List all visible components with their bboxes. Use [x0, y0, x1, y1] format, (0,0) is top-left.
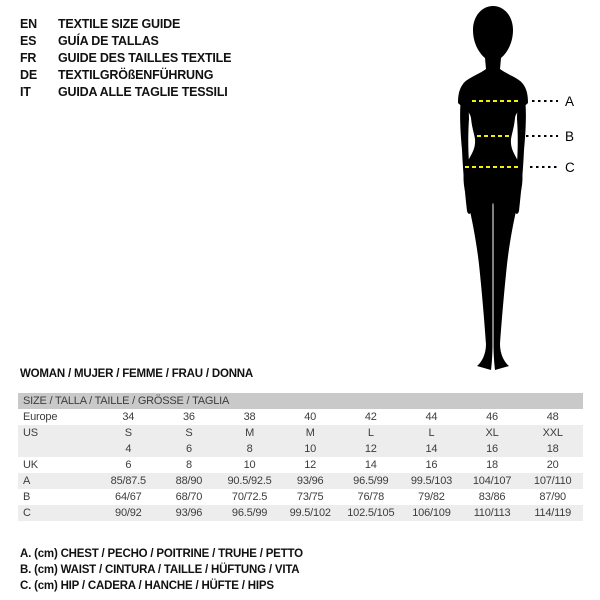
size-cell: 87/90 — [539, 491, 566, 503]
legend-chest: A. (cm) CHEST / PECHO / POITRINE / TRUHE / PETTO — [20, 548, 303, 560]
size-cell: M — [280, 425, 341, 441]
size-cell: 44 — [425, 411, 438, 423]
size-cell: S — [98, 425, 159, 441]
row-label: C — [18, 505, 98, 521]
language-code: ES — [20, 33, 37, 48]
size-cell: 8 — [185, 459, 192, 471]
size-cell: L — [341, 425, 402, 441]
size-cell: 48 — [546, 411, 559, 423]
size-cell: XXL — [522, 425, 583, 441]
size-cell: 99.5/102 — [280, 505, 341, 521]
table-row-chest — [18, 473, 583, 489]
size-cell: 6 — [159, 441, 220, 457]
size-cell: 14 — [401, 441, 462, 457]
size-table — [18, 409, 583, 521]
language-label: GUIDA ALLE TAGLIE TESSILI — [58, 85, 228, 100]
marker-label-c: C — [565, 160, 575, 175]
size-cell: 96.5/99 — [219, 505, 280, 521]
language-row-en — [20, 15, 231, 32]
size-cell: 107/110 — [522, 473, 583, 489]
size-cell: 68/70 — [175, 491, 203, 503]
woman-silhouette-icon — [425, 0, 600, 372]
table-row-us — [18, 425, 583, 441]
language-label: TEXTILE SIZE GUIDE — [58, 16, 181, 31]
language-row-fr — [20, 49, 231, 66]
size-cell: 96.5/99 — [341, 473, 402, 489]
size-cell: 40 — [304, 411, 317, 423]
size-cell: 93/96 — [280, 473, 341, 489]
language-row-it — [20, 84, 231, 101]
row-label: Europe — [23, 411, 58, 423]
size-cell: 38 — [243, 411, 256, 423]
size-cell: 14 — [364, 459, 377, 471]
size-cell: 90.5/92.5 — [219, 473, 280, 489]
size-cell: 110/113 — [462, 505, 523, 521]
size-cell: 18 — [486, 459, 498, 471]
row-label: B — [23, 491, 31, 503]
size-cell: 12 — [304, 459, 317, 471]
measurement-legend — [20, 546, 303, 595]
language-row-es — [20, 32, 231, 49]
legend-hip: C. (cm) HIP / CADERA / HANCHE / HÜFTE / HIPS — [20, 580, 274, 593]
size-cell: S — [159, 425, 220, 441]
size-table-header: SIZE / TALLA / TAILLE / GRÖSSE / TAGLIA — [18, 393, 583, 409]
size-cell: 90/92 — [98, 505, 159, 521]
size-cell: 102.5/105 — [341, 505, 402, 521]
size-cell: L — [401, 425, 462, 441]
size-cell: 16 — [462, 441, 523, 457]
section-title: WOMAN / MUJER / FEMME / FRAU / DONNA — [20, 368, 254, 380]
table-row-us-numeric — [18, 441, 583, 457]
language-label: GUÍA DE TALLAS — [58, 33, 159, 48]
size-table-block — [18, 393, 583, 521]
size-cell: 106/109 — [401, 505, 462, 521]
language-row-de — [20, 67, 231, 84]
size-cell: 70/72.5 — [231, 491, 268, 503]
size-cell: 46 — [486, 411, 498, 423]
size-cell: 34 — [122, 411, 135, 423]
legend-waist: B. (cm) WAIST / CINTURA / TAILLE / HÜFTUNG / VITA — [20, 564, 300, 577]
language-label: TEXTILGRÖßENFÜHRUNG — [58, 68, 214, 83]
language-list — [20, 15, 231, 101]
measurement-figure — [425, 0, 600, 372]
size-cell: 10 — [280, 441, 341, 457]
size-cell: 12 — [341, 441, 402, 457]
size-cell: XL — [462, 425, 523, 441]
language-label: GUIDE DES TAILLES TEXTILE — [58, 50, 232, 65]
size-cell: 8 — [219, 441, 280, 457]
size-cell: 114/119 — [522, 505, 583, 521]
table-row-hip — [18, 505, 583, 521]
size-cell: 83/86 — [478, 491, 506, 503]
row-label: US — [18, 425, 98, 441]
language-code: FR — [20, 50, 37, 65]
size-cell: 76/78 — [357, 491, 385, 503]
language-code: EN — [20, 16, 37, 31]
size-cell: 79/82 — [418, 491, 445, 503]
size-cell: 20 — [546, 459, 559, 471]
size-cell: 6 — [125, 459, 132, 471]
table-row-uk — [18, 457, 583, 473]
size-cell: 88/90 — [159, 473, 220, 489]
size-cell: 64/67 — [115, 491, 142, 503]
language-code: IT — [20, 85, 31, 100]
language-code: DE — [20, 68, 37, 83]
size-cell: M — [219, 425, 280, 441]
size-cell: 85/87.5 — [98, 473, 159, 489]
size-cell: 93/96 — [159, 505, 220, 521]
size-cell: 73/75 — [296, 491, 324, 503]
size-cell: 104/107 — [462, 473, 523, 489]
marker-label-b: B — [565, 129, 575, 144]
size-cell: 10 — [243, 459, 256, 471]
table-row-europe — [18, 409, 583, 425]
size-cell: 42 — [364, 411, 377, 423]
size-cell: 36 — [183, 411, 195, 423]
size-cell: 99.5/103 — [401, 473, 462, 489]
marker-label-a: A — [565, 94, 575, 109]
row-label — [18, 441, 98, 457]
size-cell: 4 — [98, 441, 159, 457]
row-label: UK — [23, 459, 38, 471]
size-cell: 18 — [522, 441, 583, 457]
row-label: A — [18, 473, 98, 489]
table-row-waist — [18, 489, 583, 505]
size-cell: 16 — [425, 459, 438, 471]
